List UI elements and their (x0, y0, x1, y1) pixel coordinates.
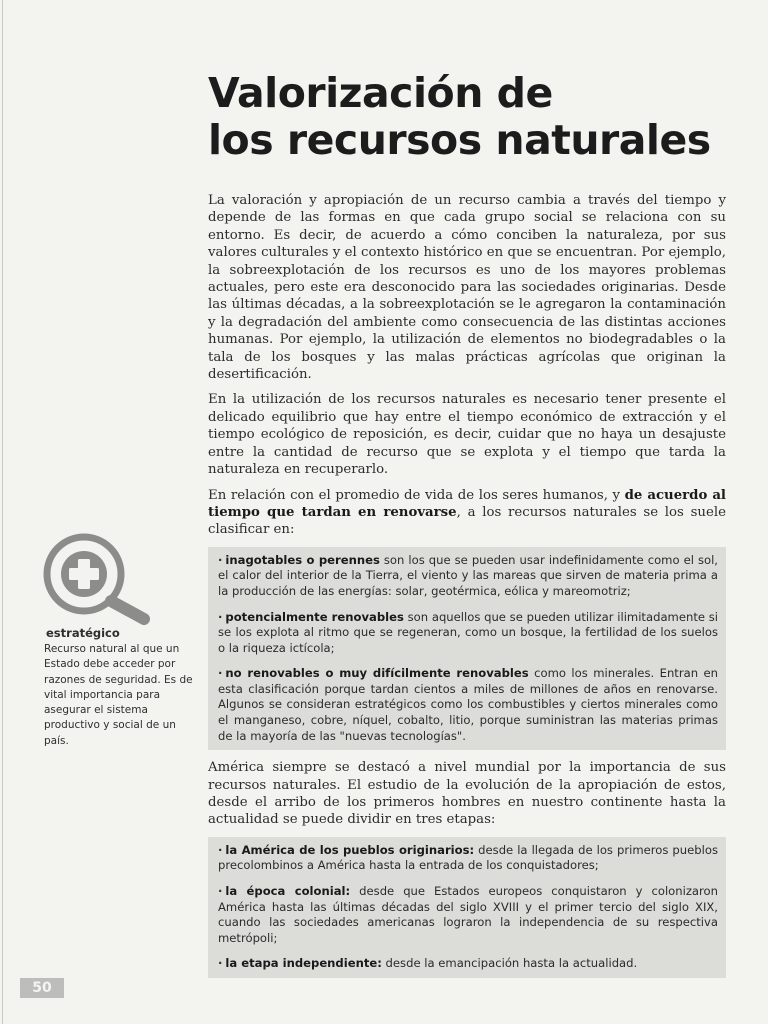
bullet-glyph: · (218, 884, 223, 899)
title-line-1: Valorización de (208, 69, 553, 117)
list-item-text: son aquellos que se pueden utilizar ilimitadamente si se los explota al ritmo que se regeneran, como un bosque, la fertilidad de los suelos o la riqueza ictícola; (218, 609, 718, 655)
glossary-sidebar (44, 626, 194, 749)
paragraph-clasificacion (208, 487, 726, 539)
bullet-glyph: · (218, 842, 223, 857)
paragraph-clasificacion-end: , a los recursos naturales se los suele clasificar en: (208, 504, 726, 538)
list-item (218, 553, 718, 600)
main-text-column (208, 192, 726, 987)
list-item (218, 884, 718, 946)
classification-box (208, 547, 726, 751)
list-item (218, 956, 718, 972)
page-title (208, 70, 728, 164)
bullet-glyph: · (218, 666, 223, 681)
list-item-text: son los que se pueden usar indefinidamente como el sol, el calor del interior de la Tierra, el viento y las mareas que sirven de materia prima a la producción de las energías: solar, geotérmica, eólica y mareomotriz; (218, 552, 718, 598)
title-line-2: los recursos naturales (208, 116, 711, 164)
stages-box (208, 837, 726, 978)
list-item-text: como los minerales. Entran en esta clasificación porque tardan cientos a miles de millones de años en renovarse. Algunos se consideran estratégicos como los combustibles y ciertos minerales como el manganeso, cobre, níquel, cobalto, litio, porque suministran las materias primas de la mayoría de las "nuevas tecnologías". (218, 666, 718, 743)
list-item-term: la América de los pueblos originarios: (225, 842, 475, 857)
list-item-term: inagotables o perennes (225, 552, 380, 567)
bullet-glyph: · (218, 956, 223, 971)
paragraph-equilibrio: En la utilización de los recursos naturales es necesario tener presente el delicado equilibrio que hay entre el tiempo económico de extracción y el tiempo ecológico de reposición, es decir, cuidar que no haya un desajuste entre la cantidad de recurso que se explota y el tiempo que tarda la naturaleza en recuperarlo. (208, 392, 726, 478)
list-item-text: desde la emancipación hasta la actualidad. (381, 956, 638, 971)
list-item-text: desde que Estados europeos conquistaron y colonizaron América hasta las últimas décadas del siglo XVIII y el primer tercio del siglo XIX, cuando las sociedades americanas lograron la independencia de su respectiva metrópoli; (218, 884, 718, 945)
bullet-glyph: · (218, 609, 223, 624)
list-item-term: potencialmente renovables (225, 609, 404, 624)
list-item-term: la etapa independiente: (225, 956, 382, 971)
list-item-term: la época colonial: (225, 884, 351, 899)
magnifier-plus-icon (40, 530, 158, 626)
glossary-term: estratégico (46, 626, 120, 640)
bullet-glyph: · (218, 552, 223, 567)
list-item (218, 610, 718, 657)
page-edge-divider (2, 0, 3, 1024)
paragraph-america: América siempre se destacó a nivel mundial por la importancia de sus recursos naturales. El estudio de la evolución de la apropiación de estos, desde el arribo de los primeros hombres en nuestro continente hasta la actualidad se puede dividir en tres etapas: (208, 760, 726, 828)
paragraph-valoracion: La valoración y apropiación de un recurso cambia a través del tiempo y depende de las formas en que cada grupo social se relaciona con su entorno. Es decir, de acuerdo a cómo conciben la naturaleza, por sus valores culturales y el contexto histórico en que se encuentran. Por ejemplo, la sobreexplotación de los recursos es uno de los mayores problemas actuales, pero este era desconocido para las sociedades originarias. Desde las últimas décadas, a la sobreexplotación se le agregaron la contaminación y la degradación del ambiente como consecuencia de las distintas acciones humanas. Por ejemplo, la utilización de elementos no biodegradables o la tala de los bosques y las malas prácticas agrícolas que originan la desertificación. (208, 193, 726, 383)
paragraph-clasificacion-bold: de acuerdo al tiempo que tardan en renovarse (208, 487, 726, 520)
list-item-term: no renovables o muy difícilmente renovables (225, 666, 529, 681)
list-item (218, 843, 718, 874)
paragraph-clasificacion-start: En relación con el promedio de vida de los seres humanos, y (208, 487, 625, 503)
glossary-definition: Recurso natural al que un Estado debe acceder por razones de seguridad. Es de vital importancia para asegurar el sistema productivo y social de un país. (44, 643, 193, 747)
list-item (218, 666, 718, 744)
page-number: 50 (20, 978, 64, 998)
list-item-text: desde la llegada de los primeros pueblos precolombinos a América hasta la entrada de los conquistadores; (218, 842, 718, 873)
